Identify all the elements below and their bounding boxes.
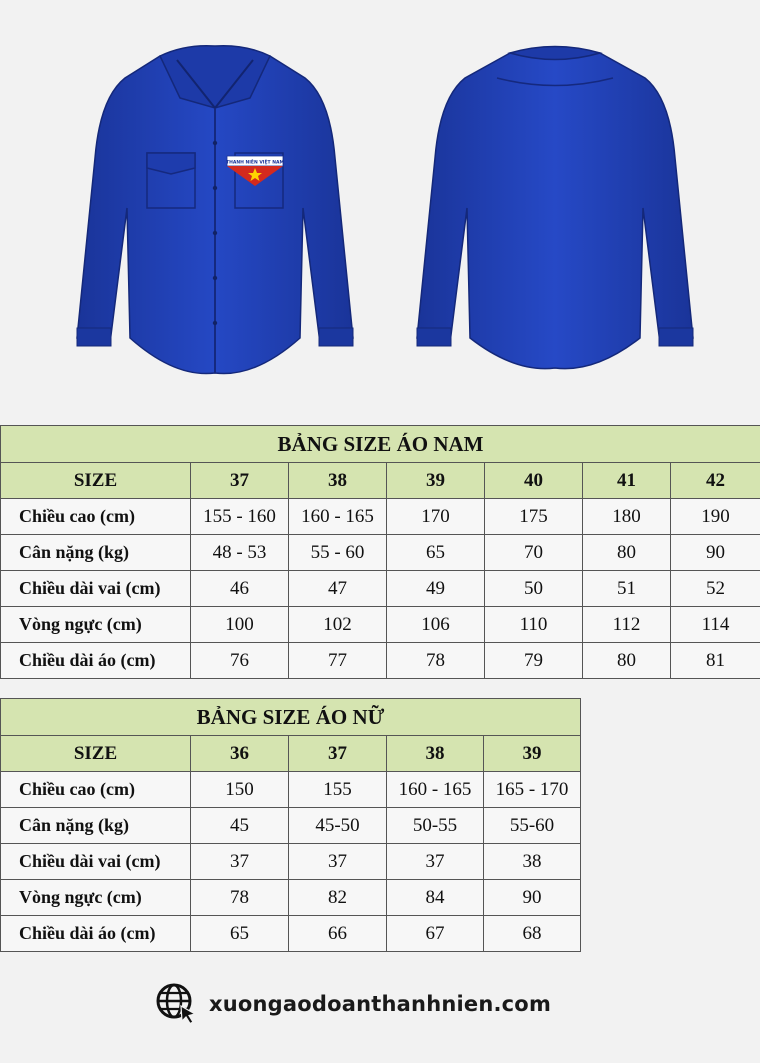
table-row: [1, 607, 760, 643]
men-size-label: SIZE: [1, 463, 191, 499]
table-row: [1, 535, 760, 571]
row-label: Chiều dài vai (cm): [1, 571, 191, 607]
men-size-col: 37: [191, 463, 289, 499]
badge-text: THANH NIÊN VIỆT NAM: [226, 160, 284, 166]
cell: 46: [191, 571, 289, 607]
row-label: Cân nặng (kg): [1, 535, 191, 571]
men-size-header-row: [1, 463, 760, 499]
cell: 45: [191, 808, 289, 844]
cell: 106: [387, 607, 485, 643]
cell: 51: [583, 571, 671, 607]
cell: 77: [289, 643, 387, 679]
cell: 80: [583, 535, 671, 571]
row-label: Vòng ngực (cm): [1, 607, 191, 643]
cell: 67: [387, 916, 484, 952]
cell: 78: [191, 880, 289, 916]
cell: 66: [289, 916, 387, 952]
cell: 48 - 53: [191, 535, 289, 571]
cell: 68: [484, 916, 581, 952]
cell: 155: [289, 772, 387, 808]
cell: 70: [485, 535, 583, 571]
footer-website[interactable]: [155, 982, 551, 1026]
table-row: [1, 643, 760, 679]
globe-cursor-icon: [155, 982, 199, 1026]
cell: 65: [191, 916, 289, 952]
men-size-col: 38: [289, 463, 387, 499]
cell: 90: [484, 880, 581, 916]
cell: 52: [671, 571, 760, 607]
cell: 165 - 170: [484, 772, 581, 808]
cell: 100: [191, 607, 289, 643]
men-size-col: 42: [671, 463, 760, 499]
women-size-col: 36: [191, 736, 289, 772]
cell: 50: [485, 571, 583, 607]
row-label: Vòng ngực (cm): [1, 880, 191, 916]
table-row: [1, 772, 581, 808]
cell: 160 - 165: [289, 499, 387, 535]
table-row: [1, 844, 581, 880]
cell: 155 - 160: [191, 499, 289, 535]
cell: 38: [484, 844, 581, 880]
men-table-title: BẢNG SIZE ÁO NAM: [1, 426, 760, 463]
women-size-col: 38: [387, 736, 484, 772]
table-row: [1, 916, 581, 952]
cell: 102: [289, 607, 387, 643]
cell: 160 - 165: [387, 772, 484, 808]
cell: 37: [387, 844, 484, 880]
cell: 47: [289, 571, 387, 607]
table-row: [1, 880, 581, 916]
cell: 84: [387, 880, 484, 916]
cell: 65: [387, 535, 485, 571]
women-table-title: BẢNG SIZE ÁO NỮ: [1, 699, 581, 736]
row-label: Chiều dài áo (cm): [1, 643, 191, 679]
row-label: Chiều cao (cm): [1, 772, 191, 808]
cell: 37: [289, 844, 387, 880]
cell: 55 - 60: [289, 535, 387, 571]
table-row: [1, 499, 760, 535]
row-label: Chiều cao (cm): [1, 499, 191, 535]
cell: 82: [289, 880, 387, 916]
website-link[interactable]: xuongaodoanthanhnien.com: [209, 992, 552, 1016]
cell: 110: [485, 607, 583, 643]
row-label: Cân nặng (kg): [1, 808, 191, 844]
men-size-table: [0, 425, 760, 679]
shirt-back-image: [405, 38, 705, 388]
men-size-col: 41: [583, 463, 671, 499]
cell: 78: [387, 643, 485, 679]
women-size-label: SIZE: [1, 736, 191, 772]
cell: 180: [583, 499, 671, 535]
cell: 49: [387, 571, 485, 607]
men-size-col: 39: [387, 463, 485, 499]
cell: 80: [583, 643, 671, 679]
cell: 55-60: [484, 808, 581, 844]
row-label: Chiều dài áo (cm): [1, 916, 191, 952]
women-size-col: 39: [484, 736, 581, 772]
women-size-header-row: [1, 736, 581, 772]
table-row: [1, 808, 581, 844]
cell: 79: [485, 643, 583, 679]
cell: 114: [671, 607, 760, 643]
cell: 175: [485, 499, 583, 535]
shirt-front-image: [65, 38, 365, 388]
cell: 90: [671, 535, 760, 571]
women-size-table: [0, 698, 581, 952]
cell: 170: [387, 499, 485, 535]
women-size-col: 37: [289, 736, 387, 772]
shirt-images: [0, 0, 760, 420]
cell: 50-55: [387, 808, 484, 844]
cell: 45-50: [289, 808, 387, 844]
row-label: Chiều dài vai (cm): [1, 844, 191, 880]
table-row: [1, 571, 760, 607]
cell: 112: [583, 607, 671, 643]
men-size-col: 40: [485, 463, 583, 499]
cell: 76: [191, 643, 289, 679]
cell: 37: [191, 844, 289, 880]
cell: 150: [191, 772, 289, 808]
cell: 81: [671, 643, 760, 679]
cell: 190: [671, 499, 760, 535]
